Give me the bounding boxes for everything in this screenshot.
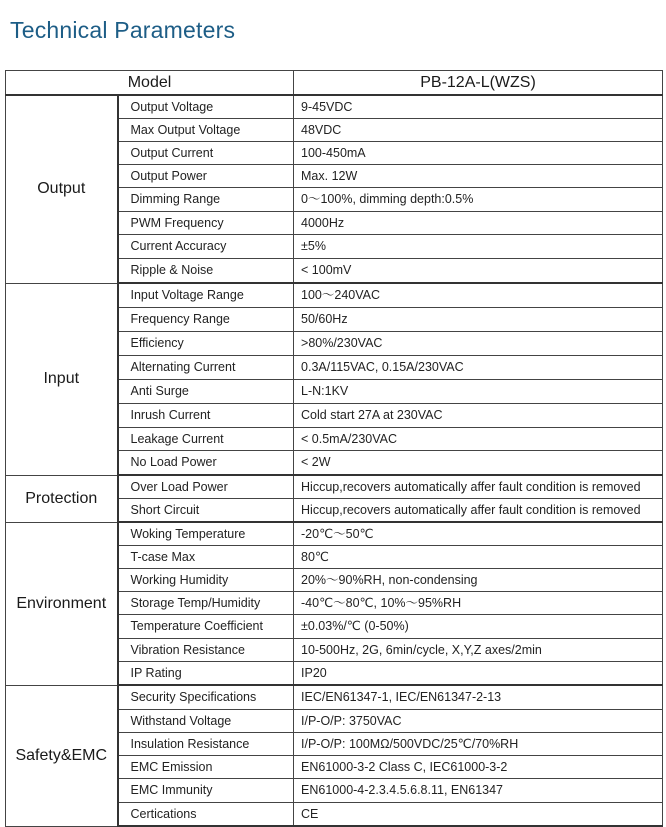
- parameter-value: Hiccup,recovers automatically affer fault condition is removed: [294, 475, 663, 499]
- parameter-name: Input Voltage Range: [118, 283, 294, 308]
- parameter-value: -40℃～80℃, 10%～95%RH: [294, 592, 663, 615]
- spec-row: [6, 283, 663, 308]
- parameter-value: IEC/EN61347-1, IEC/EN61347-2-13: [294, 685, 663, 710]
- parameter-name: Woking Temperature: [118, 522, 294, 546]
- parameter-name: Output Current: [118, 142, 294, 165]
- parameter-value: L-N:1KV: [294, 380, 663, 404]
- parameter-value: ±0.03%/℃ (0-50%): [294, 615, 663, 639]
- parameter-value: -20℃～50℃: [294, 522, 663, 546]
- parameter-name: Security Specifications: [118, 685, 294, 710]
- spec-table: [5, 70, 663, 827]
- parameter-name: T-case Max: [118, 546, 294, 569]
- parameter-name: Output Voltage: [118, 95, 294, 119]
- spec-row: [6, 522, 663, 546]
- parameter-name: IP Rating: [118, 662, 294, 686]
- parameter-value: >80%/230VAC: [294, 332, 663, 356]
- parameter-value: < 0.5mA/230VAC: [294, 428, 663, 451]
- parameter-value: 9-45VDC: [294, 95, 663, 119]
- parameter-value: CE: [294, 803, 663, 827]
- parameter-name: Withstand Voltage: [118, 710, 294, 733]
- parameter-name: Over Load Power: [118, 475, 294, 499]
- parameter-value: 10-500Hz, 2G, 6min/cycle, X,Y,Z axes/2min: [294, 639, 663, 662]
- spec-table-body: [6, 95, 663, 826]
- parameter-value: EN61000-3-2 Class C, IEC61000-3-2: [294, 756, 663, 779]
- parameter-value: 0.3A/115VAC, 0.15A/230VAC: [294, 356, 663, 380]
- parameter-value: < 2W: [294, 451, 663, 476]
- spec-row: [6, 95, 663, 119]
- parameter-value: 48VDC: [294, 119, 663, 142]
- group-label: Environment: [6, 522, 118, 685]
- group-label: Input: [6, 283, 118, 475]
- page-title: Technical Parameters: [10, 17, 236, 43]
- parameter-value: 0～100%, dimming depth:0.5%: [294, 188, 663, 212]
- parameter-name: Working Humidity: [118, 569, 294, 592]
- parameter-name: EMC Immunity: [118, 779, 294, 803]
- parameter-name: Insulation Resistance: [118, 733, 294, 756]
- parameter-value: 4000Hz: [294, 212, 663, 235]
- spec-row: [6, 475, 663, 499]
- parameter-name: Storage Temp/Humidity: [118, 592, 294, 615]
- spec-row: [6, 685, 663, 710]
- parameter-value: < 100mV: [294, 259, 663, 284]
- parameter-name: Ripple & Noise: [118, 259, 294, 284]
- parameter-name: Leakage Current: [118, 428, 294, 451]
- parameter-value: Cold start 27A at 230VAC: [294, 404, 663, 428]
- parameter-value: Max. 12W: [294, 165, 663, 188]
- parameter-name: Vibration Resistance: [118, 639, 294, 662]
- parameter-name: EMC Emission: [118, 756, 294, 779]
- parameter-value: IP20: [294, 662, 663, 686]
- parameter-name: Anti Surge: [118, 380, 294, 404]
- parameter-value: I/P-O/P: 100MΩ/500VDC/25℃/70%RH: [294, 733, 663, 756]
- parameter-value: 20%～90%RH, non-condensing: [294, 569, 663, 592]
- parameter-name: Alternating Current: [118, 356, 294, 380]
- model-label: Model: [6, 71, 294, 96]
- parameter-name: Short Circuit: [118, 499, 294, 523]
- parameter-value: Hiccup,recovers automatically affer fault condition is removed: [294, 499, 663, 523]
- parameter-name: Temperature Coefficient: [118, 615, 294, 639]
- parameter-name: No Load Power: [118, 451, 294, 476]
- parameter-value: 50/60Hz: [294, 308, 663, 332]
- parameter-name: PWM Frequency: [118, 212, 294, 235]
- parameter-name: Frequency Range: [118, 308, 294, 332]
- parameter-name: Inrush Current: [118, 404, 294, 428]
- parameter-value: 100-450mA: [294, 142, 663, 165]
- parameter-name: Current Accuracy: [118, 235, 294, 259]
- parameter-value: ±5%: [294, 235, 663, 259]
- group-label: Output: [6, 95, 118, 283]
- parameter-name: Certications: [118, 803, 294, 827]
- model-value: PB-12A-L(WZS): [294, 71, 663, 96]
- parameter-value: EN61000-4-2.3.4.5.6.8.11, EN61347: [294, 779, 663, 803]
- parameter-value: I/P-O/P: 3750VAC: [294, 710, 663, 733]
- parameter-name: Dimming Range: [118, 188, 294, 212]
- table-header-row: [6, 71, 663, 96]
- parameter-name: Efficiency: [118, 332, 294, 356]
- group-label: Protection: [6, 475, 118, 522]
- parameter-value: 80℃: [294, 546, 663, 569]
- group-label: Safety&EMC: [6, 685, 118, 826]
- parameter-name: Output Power: [118, 165, 294, 188]
- parameter-name: Max Output Voltage: [118, 119, 294, 142]
- parameter-value: 100～240VAC: [294, 283, 663, 308]
